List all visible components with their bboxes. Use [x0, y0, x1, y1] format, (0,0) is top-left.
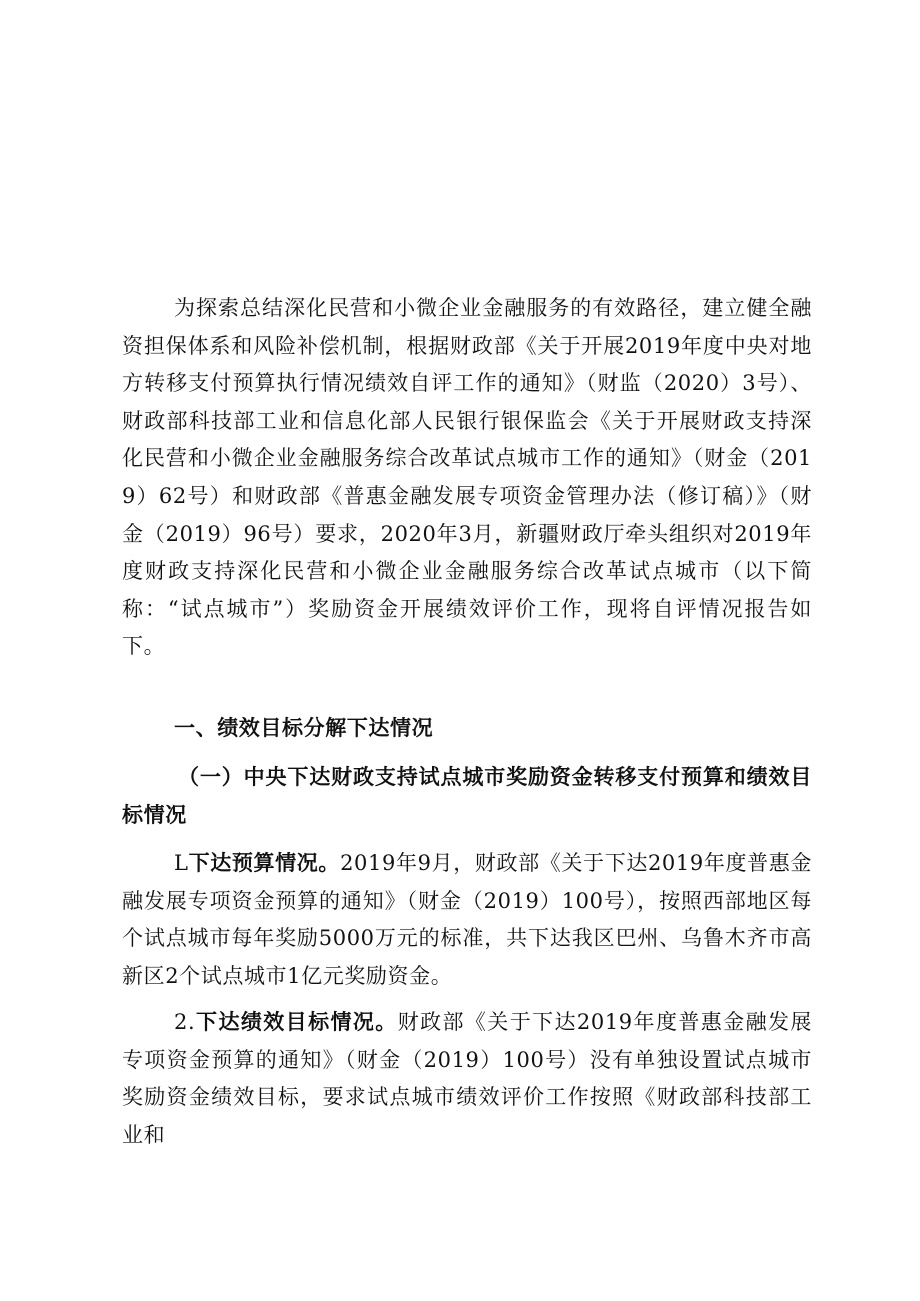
- item-text: 财政部《关于下达2019年度普惠金融发展专项资金预算的通知》（财金（2019）100号）没有单独设置试点城市奖励资金绩效目标，要求试点城市绩效评价工作按照《财政部科技部工业和: [122, 1010, 812, 1147]
- subsection-heading: （一）中央下达财政支持试点城市奖励资金转移支付预算和绩效目标情况: [122, 764, 812, 827]
- target-paragraph: [122, 1003, 812, 1154]
- item-number: 2.: [174, 1010, 196, 1034]
- item-number: L: [174, 851, 189, 875]
- budget-paragraph: [122, 844, 812, 995]
- section-heading: 一、绩效目标分解下达情况: [174, 715, 434, 740]
- intro-paragraph: 为探索总结深化民营和小微企业金融服务的有效路径，建立健全融资担保体系和风险补偿机制，根据财政部《关于开展2019年度中央对地方转移支付预算执行情况绩效自评工作的通知》（财监（2020）3号）、财政部科技部工业和信息化部人民银行银保监会《关于开展财政支持深化民营和小微企业金融服务综合改革试点城市工作的通知》（财金（2019）62号）和财政部《普惠金融发展专项资金管理办法（修订稿）》（财金（2019）96号）要求，2020年3月，新疆财政厅牵头组织对2019年度财政支持深化民营和小微企业金融服务综合改革试点城市（以下简称：“试点城市”）奖励资金开展绩效评价工作，现将自评情况报告如下。: [122, 296, 812, 659]
- item-lead: 下达预算情况。: [188, 850, 341, 875]
- item-text: 2019年9月，财政部《关于下达2019年度普惠金融发展专项资金预算的通知》（财金（2019）100号），按照西部地区每个试点城市每年奖励5000万元的标准，共下达我区巴州、乌鲁木齐市高新区2个试点城市1亿元奖励资金。: [122, 851, 813, 988]
- item-lead: 下达绩效目标情况。: [195, 1009, 398, 1034]
